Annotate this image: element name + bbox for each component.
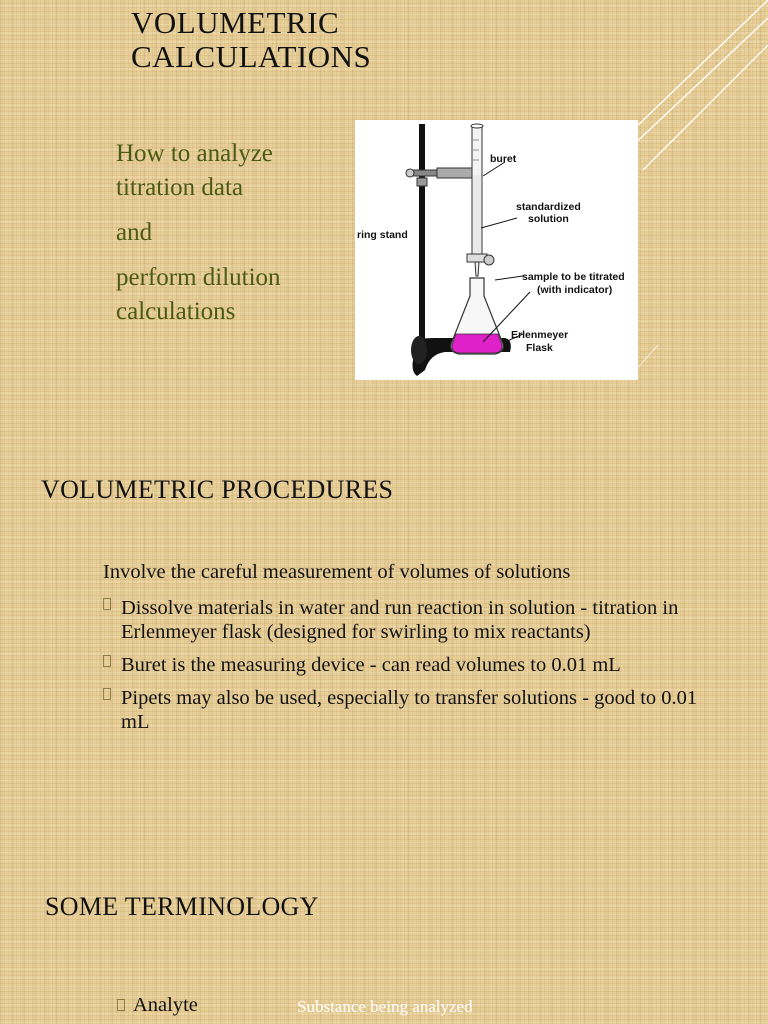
title-line-1: VOLUMETRIC [131, 5, 340, 40]
list-item-text: Dissolve materials in water and run reaction in solution - titration in Erlenmeyer flask (designed for swirling to mix reactants) [121, 597, 679, 643]
label-sample-2: (with indicator) [537, 284, 613, 296]
label-flask-1: Erlenmeyer [511, 329, 569, 341]
term-definition: Substance being analyzed [297, 997, 473, 1016]
list-item [103, 596, 703, 644]
subtitle-line-2: titration data [116, 174, 244, 201]
label-standardized-2: solution [528, 213, 569, 225]
titration-illustration [355, 120, 638, 380]
label-flask-2: Flask [526, 342, 553, 354]
subtitle-line-1: How to analyze [116, 140, 273, 167]
slide-title [131, 6, 371, 74]
subtitle-and: and [116, 219, 153, 246]
subtitle-line-3: perform dilution [116, 264, 281, 291]
term-analyte [117, 994, 198, 1017]
label-sample-1: sample to be titrated [522, 271, 625, 283]
procedures-intro: Involve the careful measurement of volumes of solutions [103, 561, 571, 583]
decorative-lines [628, 0, 768, 400]
bullet-icon [103, 655, 111, 667]
slide-subtitle [116, 137, 346, 340]
title-line-2: CALCULATIONS [131, 39, 372, 74]
label-ring-stand: ring stand [357, 229, 408, 241]
subtitle-line-4: calculations [116, 298, 236, 325]
list-item [103, 653, 703, 677]
term-label: Analyte [133, 994, 198, 1016]
bullet-icon [103, 598, 111, 610]
list-item-text: Pipets may also be used, especially to transfer solutions - good to 0.01 mL [121, 687, 698, 733]
list-item-text: Buret is the measuring device - can read volumes to 0.01 mL [121, 654, 621, 676]
titration-diagram [355, 120, 638, 380]
section-title-procedures: VOLUMETRIC PROCEDURES [41, 475, 394, 504]
label-standardized-1: standardized [516, 201, 581, 213]
bullet-icon [117, 999, 125, 1011]
section-title-terminology: SOME TERMINOLOGY [45, 892, 319, 921]
label-buret: buret [490, 153, 517, 165]
list-item [103, 686, 703, 734]
procedures-list [103, 596, 703, 743]
bullet-icon [103, 688, 111, 700]
